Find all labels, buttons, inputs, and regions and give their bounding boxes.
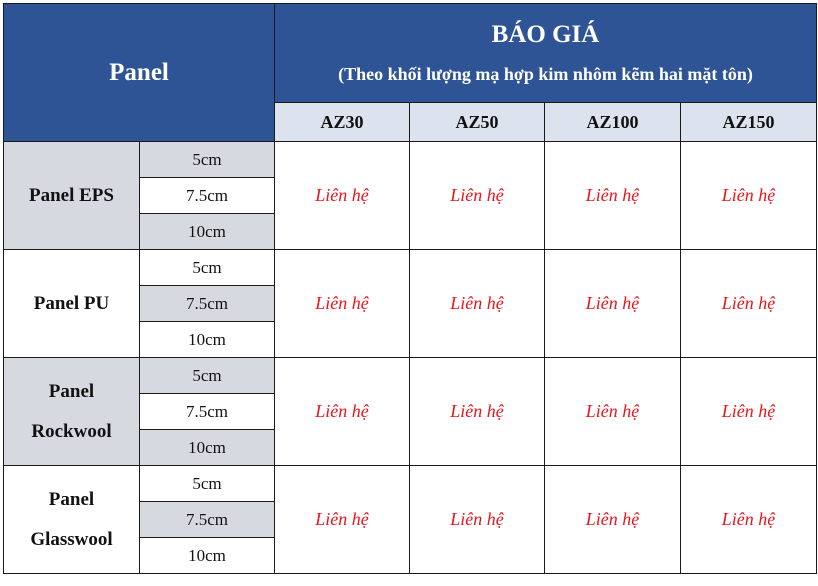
price-cell: Liên hệ <box>545 358 681 466</box>
price-cell: Liên hệ <box>681 250 817 358</box>
panel-name <box>4 466 140 574</box>
panel-name-line: Panel EPS <box>29 184 114 206</box>
price-cell: Liên hệ <box>275 250 410 358</box>
quote-title: BÁO GIÁ <box>491 21 600 48</box>
quote-header <box>275 4 817 103</box>
panel-name <box>4 250 140 358</box>
price-cell: Liên hệ <box>545 142 681 250</box>
thickness-cell: 7.5cm <box>140 394 275 430</box>
price-cell: Liên hệ <box>545 466 681 574</box>
price-cell: Liên hệ <box>275 142 410 250</box>
column-header: AZ50 <box>410 103 545 142</box>
price-cell: Liên hệ <box>681 466 817 574</box>
panel-name-line: Glasswool <box>30 528 113 550</box>
thickness-cell: 5cm <box>140 466 275 502</box>
price-cell: Liên hệ <box>681 142 817 250</box>
quote-subtitle: (Theo khối lượng mạ hợp kim nhôm kẽm hai mặt tôn) <box>338 64 753 84</box>
panel-name-line: Panel <box>48 380 95 402</box>
price-cell: Liên hệ <box>275 358 410 466</box>
price-cell: Liên hệ <box>681 358 817 466</box>
price-cell: Liên hệ <box>275 466 410 574</box>
thickness-cell: 5cm <box>140 358 275 394</box>
column-header: AZ30 <box>275 103 410 142</box>
panel-name <box>4 358 140 466</box>
panel-name-line: Panel PU <box>33 292 110 314</box>
thickness-cell: 10cm <box>140 322 275 358</box>
panel-name-line: Panel <box>48 488 95 510</box>
price-cell: Liên hệ <box>410 142 545 250</box>
thickness-cell: 7.5cm <box>140 502 275 538</box>
thickness-cell: 7.5cm <box>140 286 275 322</box>
price-cell: Liên hệ <box>410 250 545 358</box>
price-cell: Liên hệ <box>545 250 681 358</box>
thickness-cell: 5cm <box>140 250 275 286</box>
panel-header: Panel <box>4 4 275 142</box>
price-cell: Liên hệ <box>410 358 545 466</box>
panel-name <box>4 142 140 250</box>
column-header: AZ100 <box>545 103 681 142</box>
panel-name-line: Rockwool <box>31 420 112 442</box>
thickness-cell: 7.5cm <box>140 178 275 214</box>
thickness-cell: 10cm <box>140 430 275 466</box>
thickness-cell: 10cm <box>140 538 275 574</box>
price-cell: Liên hệ <box>410 466 545 574</box>
price-table <box>3 3 817 574</box>
thickness-cell: 10cm <box>140 214 275 250</box>
thickness-cell: 5cm <box>140 142 275 178</box>
column-header: AZ150 <box>681 103 817 142</box>
